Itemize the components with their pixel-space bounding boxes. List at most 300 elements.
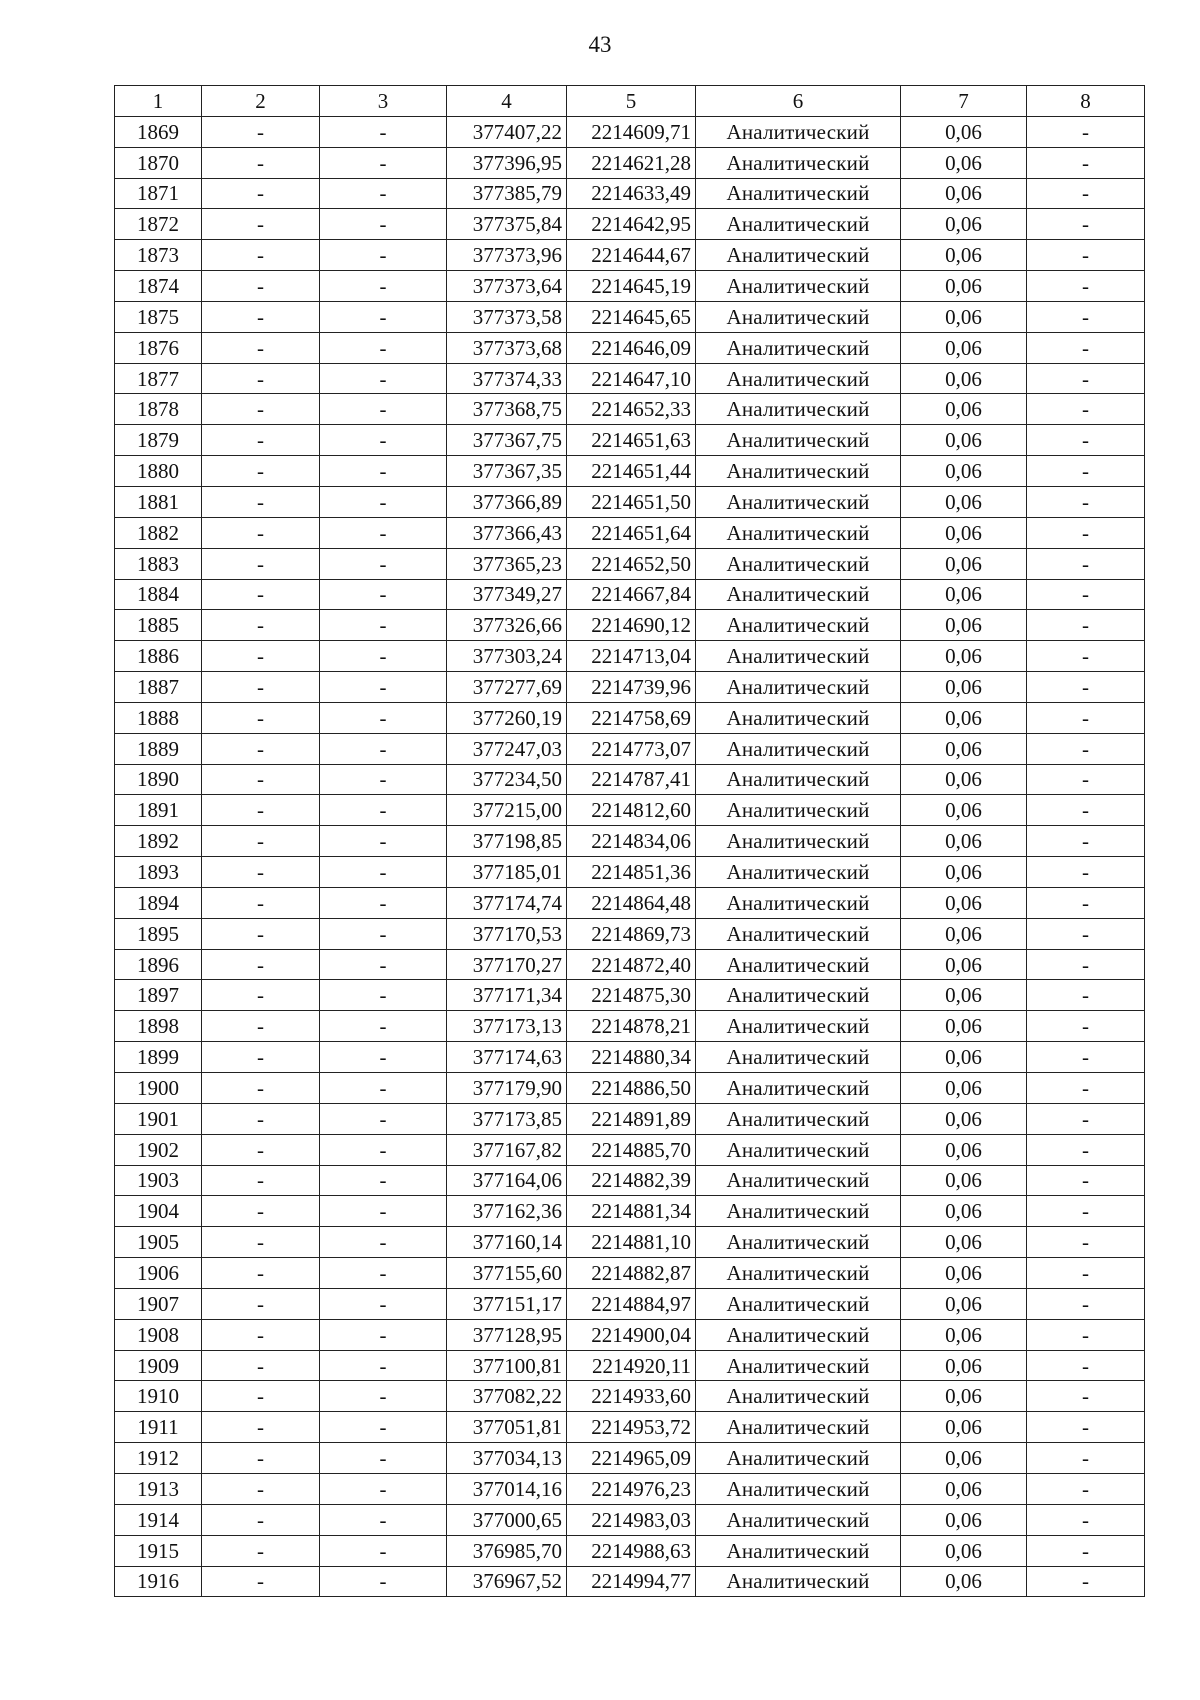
accuracy-cell: 0,06 — [901, 548, 1027, 579]
col2-cell: - — [202, 517, 320, 548]
accuracy-cell: 0,06 — [901, 486, 1027, 517]
col3-cell: - — [320, 1042, 447, 1073]
col8-cell: - — [1027, 1227, 1145, 1258]
table-row — [115, 1258, 1145, 1289]
y-coordinate-cell: 2214834,06 — [567, 826, 696, 857]
point-number-cell: 1887 — [115, 672, 202, 703]
table-row — [115, 332, 1145, 363]
y-coordinate-cell: 2214646,09 — [567, 332, 696, 363]
y-coordinate-cell: 2214667,84 — [567, 579, 696, 610]
table-row — [115, 363, 1145, 394]
accuracy-cell: 0,06 — [901, 857, 1027, 888]
method-cell: Аналитический — [696, 456, 901, 487]
col2-cell: - — [202, 425, 320, 456]
col3-cell: - — [320, 363, 447, 394]
table-row — [115, 178, 1145, 209]
col8-cell: - — [1027, 641, 1145, 672]
col2-cell: - — [202, 486, 320, 517]
y-coordinate-cell: 2214878,21 — [567, 1011, 696, 1042]
col2-cell: - — [202, 394, 320, 425]
accuracy-cell: 0,06 — [901, 1196, 1027, 1227]
col2-cell: - — [202, 857, 320, 888]
col8-cell: - — [1027, 147, 1145, 178]
x-coordinate-cell: 377326,66 — [447, 610, 567, 641]
table-row — [115, 1196, 1145, 1227]
accuracy-cell: 0,06 — [901, 1381, 1027, 1412]
method-cell: Аналитический — [696, 1473, 901, 1504]
y-coordinate-cell: 2214882,39 — [567, 1165, 696, 1196]
col3-cell: - — [320, 1566, 447, 1597]
y-coordinate-cell: 2214642,95 — [567, 209, 696, 240]
point-number-cell: 1874 — [115, 271, 202, 302]
table-row — [115, 1073, 1145, 1104]
col3-cell: - — [320, 1227, 447, 1258]
header-col-6: 6 — [696, 86, 901, 117]
method-cell: Аналитический — [696, 826, 901, 857]
col8-cell: - — [1027, 548, 1145, 579]
x-coordinate-cell: 377373,96 — [447, 240, 567, 271]
col3-cell: - — [320, 394, 447, 425]
x-coordinate-cell: 377385,79 — [447, 178, 567, 209]
table-row — [115, 1165, 1145, 1196]
accuracy-cell: 0,06 — [901, 980, 1027, 1011]
x-coordinate-cell: 377349,27 — [447, 579, 567, 610]
point-number-cell: 1886 — [115, 641, 202, 672]
table-row — [115, 1319, 1145, 1350]
accuracy-cell: 0,06 — [901, 1288, 1027, 1319]
col8-cell: - — [1027, 1258, 1145, 1289]
point-number-cell: 1892 — [115, 826, 202, 857]
y-coordinate-cell: 2214881,10 — [567, 1227, 696, 1258]
point-number-cell: 1908 — [115, 1319, 202, 1350]
col2-cell: - — [202, 1258, 320, 1289]
accuracy-cell: 0,06 — [901, 579, 1027, 610]
x-coordinate-cell: 377174,74 — [447, 887, 567, 918]
header-col-1: 1 — [115, 86, 202, 117]
col3-cell: - — [320, 1504, 447, 1535]
method-cell: Аналитический — [696, 301, 901, 332]
method-cell: Аналитический — [696, 1134, 901, 1165]
method-cell: Аналитический — [696, 1504, 901, 1535]
table-row — [115, 1350, 1145, 1381]
accuracy-cell: 0,06 — [901, 1535, 1027, 1566]
x-coordinate-cell: 377100,81 — [447, 1350, 567, 1381]
method-cell: Аналитический — [696, 425, 901, 456]
method-cell: Аналитический — [696, 1566, 901, 1597]
col3-cell: - — [320, 1412, 447, 1443]
accuracy-cell: 0,06 — [901, 1566, 1027, 1597]
point-number-cell: 1902 — [115, 1134, 202, 1165]
y-coordinate-cell: 2214983,03 — [567, 1504, 696, 1535]
point-number-cell: 1878 — [115, 394, 202, 425]
method-cell: Аналитический — [696, 795, 901, 826]
y-coordinate-cell: 2214651,50 — [567, 486, 696, 517]
col2-cell: - — [202, 1473, 320, 1504]
method-cell: Аналитический — [696, 1350, 901, 1381]
col3-cell: - — [320, 579, 447, 610]
col8-cell: - — [1027, 1504, 1145, 1535]
table-row — [115, 517, 1145, 548]
point-number-cell: 1897 — [115, 980, 202, 1011]
x-coordinate-cell: 377000,65 — [447, 1504, 567, 1535]
col3-cell: - — [320, 1319, 447, 1350]
col2-cell: - — [202, 1134, 320, 1165]
x-coordinate-cell: 377170,53 — [447, 918, 567, 949]
y-coordinate-cell: 2214645,19 — [567, 271, 696, 302]
accuracy-cell: 0,06 — [901, 1042, 1027, 1073]
col3-cell: - — [320, 486, 447, 517]
col2-cell: - — [202, 1535, 320, 1566]
point-number-cell: 1916 — [115, 1566, 202, 1597]
accuracy-cell: 0,06 — [901, 1350, 1027, 1381]
col8-cell: - — [1027, 1288, 1145, 1319]
method-cell: Аналитический — [696, 1042, 901, 1073]
point-number-cell: 1891 — [115, 795, 202, 826]
point-number-cell: 1898 — [115, 1011, 202, 1042]
col2-cell: - — [202, 1103, 320, 1134]
col8-cell: - — [1027, 764, 1145, 795]
col2-cell: - — [202, 918, 320, 949]
point-number-cell: 1870 — [115, 147, 202, 178]
col3-cell: - — [320, 1134, 447, 1165]
point-number-cell: 1879 — [115, 425, 202, 456]
col8-cell: - — [1027, 1566, 1145, 1597]
table-row — [115, 764, 1145, 795]
table-row — [115, 887, 1145, 918]
method-cell: Аналитический — [696, 1535, 901, 1566]
col2-cell: - — [202, 1443, 320, 1474]
accuracy-cell: 0,06 — [901, 1443, 1027, 1474]
x-coordinate-cell: 377234,50 — [447, 764, 567, 795]
method-cell: Аналитический — [696, 178, 901, 209]
col8-cell: - — [1027, 486, 1145, 517]
method-cell: Аналитический — [696, 209, 901, 240]
point-number-cell: 1869 — [115, 116, 202, 147]
y-coordinate-cell: 2214885,70 — [567, 1134, 696, 1165]
col3-cell: - — [320, 918, 447, 949]
col2-cell: - — [202, 1288, 320, 1319]
header-col-4: 4 — [447, 86, 567, 117]
col8-cell: - — [1027, 795, 1145, 826]
col3-cell: - — [320, 271, 447, 302]
col2-cell: - — [202, 363, 320, 394]
col3-cell: - — [320, 116, 447, 147]
accuracy-cell: 0,06 — [901, 764, 1027, 795]
table-row — [115, 394, 1145, 425]
col2-cell: - — [202, 116, 320, 147]
y-coordinate-cell: 2214758,69 — [567, 702, 696, 733]
method-cell: Аналитический — [696, 1381, 901, 1412]
table-row — [115, 1042, 1145, 1073]
y-coordinate-cell: 2214713,04 — [567, 641, 696, 672]
y-coordinate-cell: 2214891,89 — [567, 1103, 696, 1134]
accuracy-cell: 0,06 — [901, 795, 1027, 826]
y-coordinate-cell: 2214994,77 — [567, 1566, 696, 1597]
method-cell: Аналитический — [696, 702, 901, 733]
point-number-cell: 1888 — [115, 702, 202, 733]
col8-cell: - — [1027, 456, 1145, 487]
point-number-cell: 1883 — [115, 548, 202, 579]
col3-cell: - — [320, 733, 447, 764]
y-coordinate-cell: 2214965,09 — [567, 1443, 696, 1474]
accuracy-cell: 0,06 — [901, 1319, 1027, 1350]
col8-cell: - — [1027, 949, 1145, 980]
y-coordinate-cell: 2214851,36 — [567, 857, 696, 888]
method-cell: Аналитический — [696, 548, 901, 579]
accuracy-cell: 0,06 — [901, 425, 1027, 456]
table-row — [115, 147, 1145, 178]
x-coordinate-cell: 377170,27 — [447, 949, 567, 980]
col8-cell: - — [1027, 1011, 1145, 1042]
table-row — [115, 1443, 1145, 1474]
accuracy-cell: 0,06 — [901, 1258, 1027, 1289]
col8-cell: - — [1027, 116, 1145, 147]
col2-cell: - — [202, 733, 320, 764]
point-number-cell: 1890 — [115, 764, 202, 795]
col3-cell: - — [320, 1196, 447, 1227]
col3-cell: - — [320, 641, 447, 672]
col8-cell: - — [1027, 1350, 1145, 1381]
col8-cell: - — [1027, 918, 1145, 949]
point-number-cell: 1875 — [115, 301, 202, 332]
header-col-5: 5 — [567, 86, 696, 117]
col2-cell: - — [202, 1042, 320, 1073]
method-cell: Аналитический — [696, 672, 901, 703]
method-cell: Аналитический — [696, 271, 901, 302]
table-header-row — [115, 86, 1145, 117]
col8-cell: - — [1027, 610, 1145, 641]
x-coordinate-cell: 377367,35 — [447, 456, 567, 487]
method-cell: Аналитический — [696, 332, 901, 363]
method-cell: Аналитический — [696, 517, 901, 548]
table-row — [115, 1227, 1145, 1258]
col8-cell: - — [1027, 178, 1145, 209]
table-row — [115, 1381, 1145, 1412]
accuracy-cell: 0,06 — [901, 672, 1027, 703]
col8-cell: - — [1027, 271, 1145, 302]
col3-cell: - — [320, 425, 447, 456]
col3-cell: - — [320, 209, 447, 240]
method-cell: Аналитический — [696, 1412, 901, 1443]
point-number-cell: 1882 — [115, 517, 202, 548]
point-number-cell: 1912 — [115, 1443, 202, 1474]
col3-cell: - — [320, 1011, 447, 1042]
col2-cell: - — [202, 702, 320, 733]
point-number-cell: 1895 — [115, 918, 202, 949]
col3-cell: - — [320, 857, 447, 888]
method-cell: Аналитический — [696, 610, 901, 641]
col3-cell: - — [320, 1443, 447, 1474]
y-coordinate-cell: 2214882,87 — [567, 1258, 696, 1289]
method-cell: Аналитический — [696, 1165, 901, 1196]
y-coordinate-cell: 2214787,41 — [567, 764, 696, 795]
table-row — [115, 1288, 1145, 1319]
col2-cell: - — [202, 1227, 320, 1258]
col2-cell: - — [202, 178, 320, 209]
point-number-cell: 1906 — [115, 1258, 202, 1289]
coordinates-table — [114, 85, 1145, 1597]
col3-cell: - — [320, 240, 447, 271]
col3-cell: - — [320, 517, 447, 548]
col2-cell: - — [202, 1196, 320, 1227]
x-coordinate-cell: 377155,60 — [447, 1258, 567, 1289]
y-coordinate-cell: 2214880,34 — [567, 1042, 696, 1073]
col2-cell: - — [202, 240, 320, 271]
accuracy-cell: 0,06 — [901, 240, 1027, 271]
col2-cell: - — [202, 1350, 320, 1381]
accuracy-cell: 0,06 — [901, 363, 1027, 394]
method-cell: Аналитический — [696, 1443, 901, 1474]
table-row — [115, 857, 1145, 888]
col2-cell: - — [202, 610, 320, 641]
col2-cell: - — [202, 1381, 320, 1412]
accuracy-cell: 0,06 — [901, 1103, 1027, 1134]
y-coordinate-cell: 2214644,67 — [567, 240, 696, 271]
y-coordinate-cell: 2214651,44 — [567, 456, 696, 487]
col2-cell: - — [202, 1319, 320, 1350]
method-cell: Аналитический — [696, 887, 901, 918]
accuracy-cell: 0,06 — [901, 394, 1027, 425]
y-coordinate-cell: 2214953,72 — [567, 1412, 696, 1443]
x-coordinate-cell: 377374,33 — [447, 363, 567, 394]
col3-cell: - — [320, 1288, 447, 1319]
point-number-cell: 1885 — [115, 610, 202, 641]
col8-cell: - — [1027, 857, 1145, 888]
method-cell: Аналитический — [696, 764, 901, 795]
x-coordinate-cell: 377174,63 — [447, 1042, 567, 1073]
y-coordinate-cell: 2214872,40 — [567, 949, 696, 980]
col3-cell: - — [320, 1073, 447, 1104]
table-row — [115, 1473, 1145, 1504]
point-number-cell: 1880 — [115, 456, 202, 487]
col3-cell: - — [320, 1473, 447, 1504]
col8-cell: - — [1027, 301, 1145, 332]
col3-cell: - — [320, 1103, 447, 1134]
x-coordinate-cell: 377303,24 — [447, 641, 567, 672]
x-coordinate-cell: 376985,70 — [447, 1535, 567, 1566]
table-row — [115, 1566, 1145, 1597]
accuracy-cell: 0,06 — [901, 147, 1027, 178]
point-number-cell: 1900 — [115, 1073, 202, 1104]
col8-cell: - — [1027, 980, 1145, 1011]
y-coordinate-cell: 2214621,28 — [567, 147, 696, 178]
method-cell: Аналитический — [696, 733, 901, 764]
col8-cell: - — [1027, 332, 1145, 363]
col2-cell: - — [202, 209, 320, 240]
col2-cell: - — [202, 1566, 320, 1597]
x-coordinate-cell: 377173,13 — [447, 1011, 567, 1042]
table-row — [115, 1535, 1145, 1566]
x-coordinate-cell: 377160,14 — [447, 1227, 567, 1258]
method-cell: Аналитический — [696, 579, 901, 610]
x-coordinate-cell: 376967,52 — [447, 1566, 567, 1597]
col3-cell: - — [320, 178, 447, 209]
point-number-cell: 1894 — [115, 887, 202, 918]
table-row — [115, 949, 1145, 980]
point-number-cell: 1876 — [115, 332, 202, 363]
col8-cell: - — [1027, 1134, 1145, 1165]
point-number-cell: 1914 — [115, 1504, 202, 1535]
x-coordinate-cell: 377373,64 — [447, 271, 567, 302]
table-row — [115, 456, 1145, 487]
x-coordinate-cell: 377034,13 — [447, 1443, 567, 1474]
col3-cell: - — [320, 672, 447, 703]
point-number-cell: 1884 — [115, 579, 202, 610]
method-cell: Аналитический — [696, 116, 901, 147]
col8-cell: - — [1027, 1381, 1145, 1412]
col2-cell: - — [202, 1073, 320, 1104]
point-number-cell: 1877 — [115, 363, 202, 394]
x-coordinate-cell: 377367,75 — [447, 425, 567, 456]
accuracy-cell: 0,06 — [901, 949, 1027, 980]
table-row — [115, 301, 1145, 332]
col3-cell: - — [320, 1535, 447, 1566]
point-number-cell: 1901 — [115, 1103, 202, 1134]
col8-cell: - — [1027, 1535, 1145, 1566]
table-row — [115, 826, 1145, 857]
table-row — [115, 672, 1145, 703]
table-row — [115, 1134, 1145, 1165]
col3-cell: - — [320, 702, 447, 733]
col8-cell: - — [1027, 1165, 1145, 1196]
table-row — [115, 579, 1145, 610]
col3-cell: - — [320, 456, 447, 487]
col3-cell: - — [320, 147, 447, 178]
col8-cell: - — [1027, 1196, 1145, 1227]
accuracy-cell: 0,06 — [901, 1227, 1027, 1258]
col2-cell: - — [202, 332, 320, 363]
x-coordinate-cell: 377051,81 — [447, 1412, 567, 1443]
col3-cell: - — [320, 980, 447, 1011]
table-row — [115, 209, 1145, 240]
y-coordinate-cell: 2214773,07 — [567, 733, 696, 764]
col3-cell: - — [320, 887, 447, 918]
col2-cell: - — [202, 1504, 320, 1535]
accuracy-cell: 0,06 — [901, 826, 1027, 857]
col2-cell: - — [202, 764, 320, 795]
col3-cell: - — [320, 764, 447, 795]
col2-cell: - — [202, 980, 320, 1011]
table-row — [115, 733, 1145, 764]
accuracy-cell: 0,06 — [901, 517, 1027, 548]
x-coordinate-cell: 377373,68 — [447, 332, 567, 363]
col8-cell: - — [1027, 425, 1145, 456]
method-cell: Аналитический — [696, 1011, 901, 1042]
table-row — [115, 1412, 1145, 1443]
col2-cell: - — [202, 826, 320, 857]
col2-cell: - — [202, 147, 320, 178]
point-number-cell: 1907 — [115, 1288, 202, 1319]
table-row — [115, 425, 1145, 456]
y-coordinate-cell: 2214645,65 — [567, 301, 696, 332]
col8-cell: - — [1027, 1412, 1145, 1443]
y-coordinate-cell: 2214869,73 — [567, 918, 696, 949]
point-number-cell: 1871 — [115, 178, 202, 209]
table-row — [115, 702, 1145, 733]
method-cell: Аналитический — [696, 394, 901, 425]
x-coordinate-cell: 377151,17 — [447, 1288, 567, 1319]
col2-cell: - — [202, 271, 320, 302]
point-number-cell: 1909 — [115, 1350, 202, 1381]
method-cell: Аналитический — [696, 918, 901, 949]
col2-cell: - — [202, 887, 320, 918]
col2-cell: - — [202, 456, 320, 487]
method-cell: Аналитический — [696, 641, 901, 672]
x-coordinate-cell: 377366,43 — [447, 517, 567, 548]
accuracy-cell: 0,06 — [901, 887, 1027, 918]
y-coordinate-cell: 2214884,97 — [567, 1288, 696, 1319]
col8-cell: - — [1027, 579, 1145, 610]
